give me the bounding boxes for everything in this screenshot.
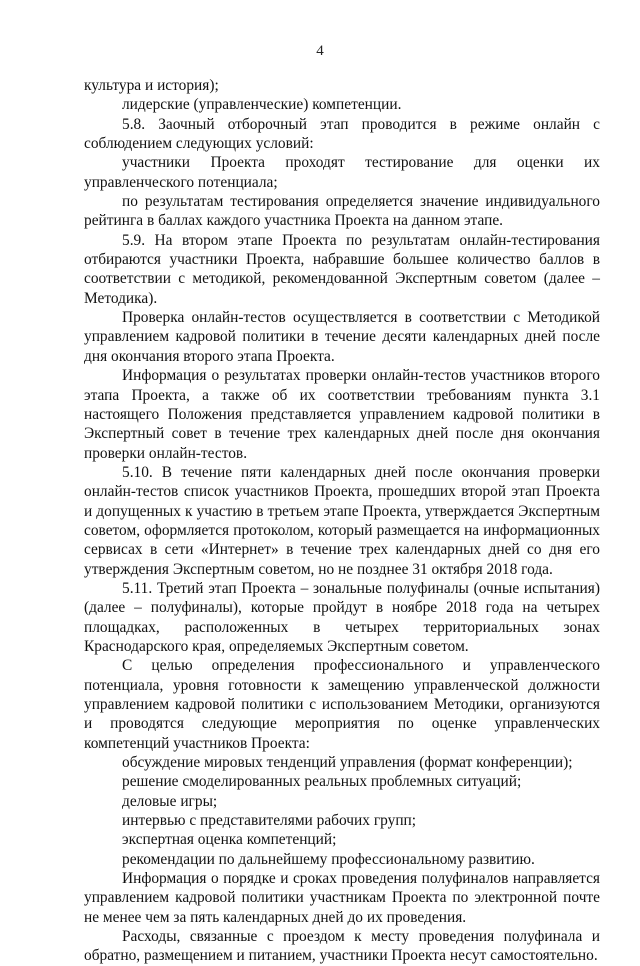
document-body [84,76,600,966]
paragraph-5-9: 5.9. На втором этапе Проекта по результатам онлайн-тестирования отбираются участники Проекта, набравшие большее количество баллов в соответствии с методикой, рекомендованной Экспертным советом (далее – Методика). [84,231,600,307]
paragraph-semifinal-info: Информация о порядке и сроках проведения полуфиналов направляется управлением кадровой политики участникам Проекта по электронной почте не менее чем за пять календарных дней до их проведения. [84,870,600,926]
list-item-conference: обсуждение мировых тенденций управления (формат конференции); [122,754,573,772]
paragraph-list-item-culture: культура и история); [84,77,219,94]
list-item-business-games: деловые игры; [122,792,218,810]
list-item-problem-solving: решение смоделированных реальных проблемных ситуаций; [122,773,522,791]
paragraph-list-item-testing: участники Проекта проходят тестирование для оценки их управленческого потенциала; [84,154,600,191]
paragraph-list-item-rating: по результатам тестирования определяется значение индивидуального рейтинга в баллах каждого участника Проекта на данном этапе. [84,193,600,230]
page-number: 4 [316,43,324,59]
paragraph-expenses: Расходы, связанные с проездом к месту проведения полуфинала и обратно, размещением и питанием, участники Проекта несут самостоятельно. [84,928,600,965]
paragraph-test-check: Проверка онлайн-тестов осуществляется в соответствии с Методикой управлением кадровой политики в течение десяти календарных дней после дня окончания второго этапа Проекта. [84,309,600,365]
paragraph-assessment-purpose: С целью определения профессионального и управленческого потенциала, уровня готовности к замещению управленческой должности управлением кадровой политики с использованием Методики, организуются и проводятся следующие мероприятия по оценке управленческих компетенций участников Проекта: [84,657,600,752]
list-item-expert-assessment: экспертная оценка компетенций; [122,831,337,849]
paragraph-list-item-leadership: лидерские (управленческие) компетенции. [122,96,402,114]
paragraph-test-results-info: Информация о результатах проверки онлайн-тестов участников второго этапа Проекта, а также об их соответствии требованиям пункта 3.1 настоящего Положения представляется управлением кадровой политики в Экспертный совет в течение трех календарных дней после дня окончания проверки онлайн-тестов. [84,367,600,462]
list-item-interview: интервью с представителями рабочих групп; [122,812,417,830]
list-item-recommendations: рекомендации по дальнейшему профессиональному развитию. [122,850,535,868]
paragraph-5-8: 5.8. Заочный отборочный этап проводится в режиме онлайн с соблюдением следующих условий: [84,115,600,153]
paragraph-5-10: 5.10. В течение пяти календарных дней после окончания проверки онлайн-тестов список участников Проекта, прошедших второй этап Проекта и допущенных к участию в третьем этапе Проекта, утверждается Экспертным советом, оформляется протоколом, который размещается на информационных сервисах в сети «Интернет» в течение трех календарных дней со дня его утверждения Экспертным советом, но не позднее 31 октября 2018 года. [84,463,600,578]
paragraph-5-11: 5.11. Третий этап Проекта – зональные полуфиналы (очные испытания) (далее – полуфиналы), которые пройдут в ноябре 2018 года на четырех площадках, расположенных в четырех территориальных зонах Краснодарского края, определяемых Экспертным советом. [84,579,600,655]
